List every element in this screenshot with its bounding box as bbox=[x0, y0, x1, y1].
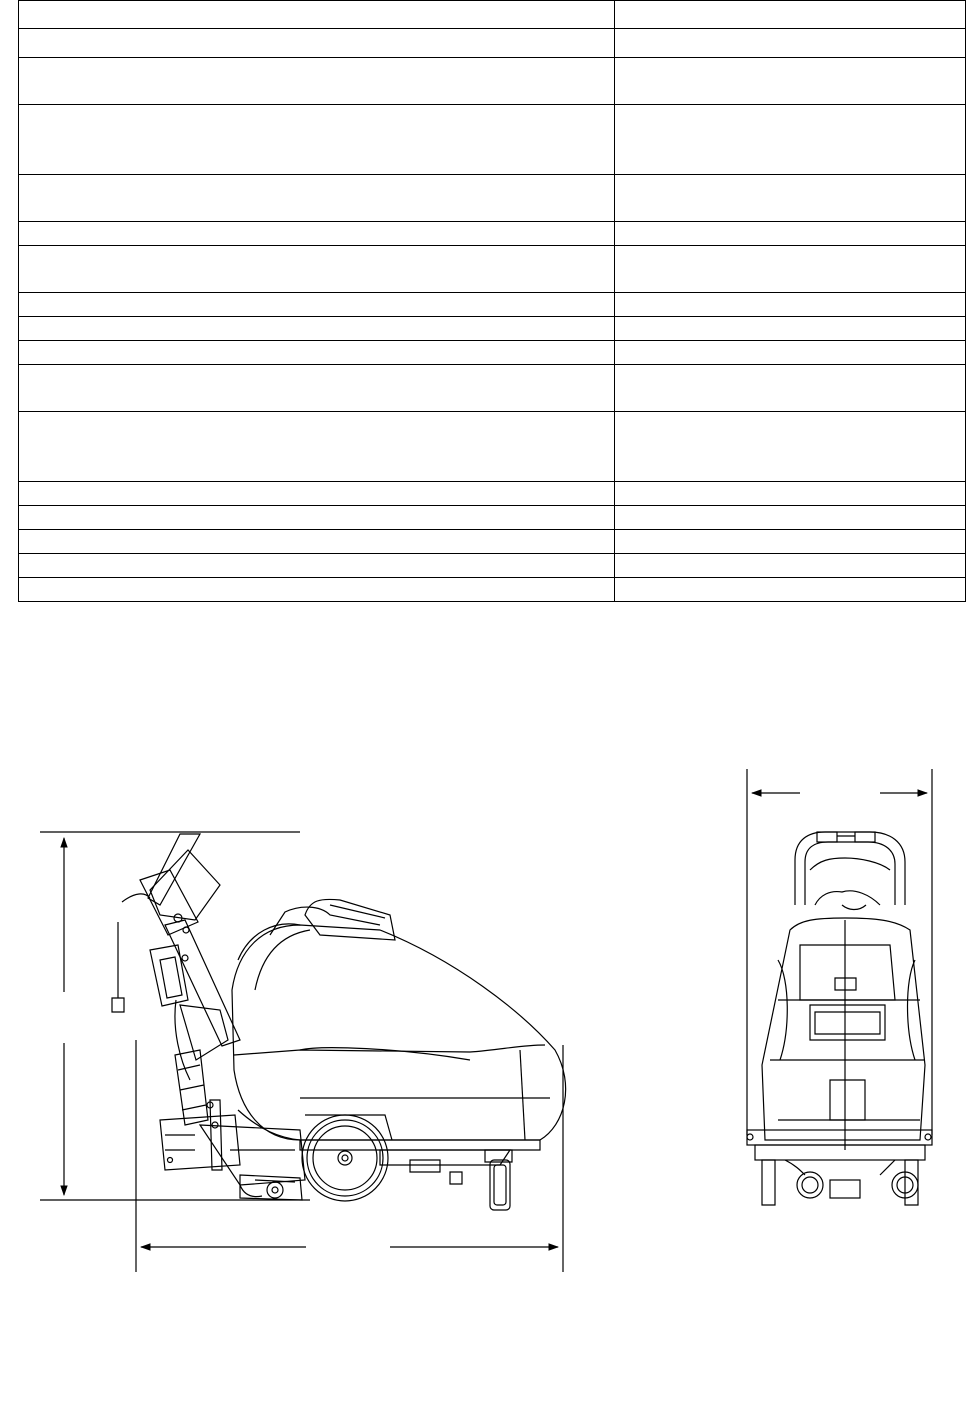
front-handle bbox=[795, 832, 905, 910]
machine-handle bbox=[112, 834, 240, 1125]
length-dimension bbox=[136, 1040, 563, 1272]
front-body bbox=[762, 918, 925, 1150]
front-view-drawing bbox=[747, 769, 932, 1205]
rear-caster bbox=[410, 1150, 512, 1210]
main-wheel bbox=[302, 1115, 392, 1201]
machine-chassis bbox=[160, 1100, 305, 1200]
side-view-drawing bbox=[40, 832, 566, 1272]
front-base bbox=[747, 1130, 932, 1205]
machine-body bbox=[232, 899, 566, 1165]
